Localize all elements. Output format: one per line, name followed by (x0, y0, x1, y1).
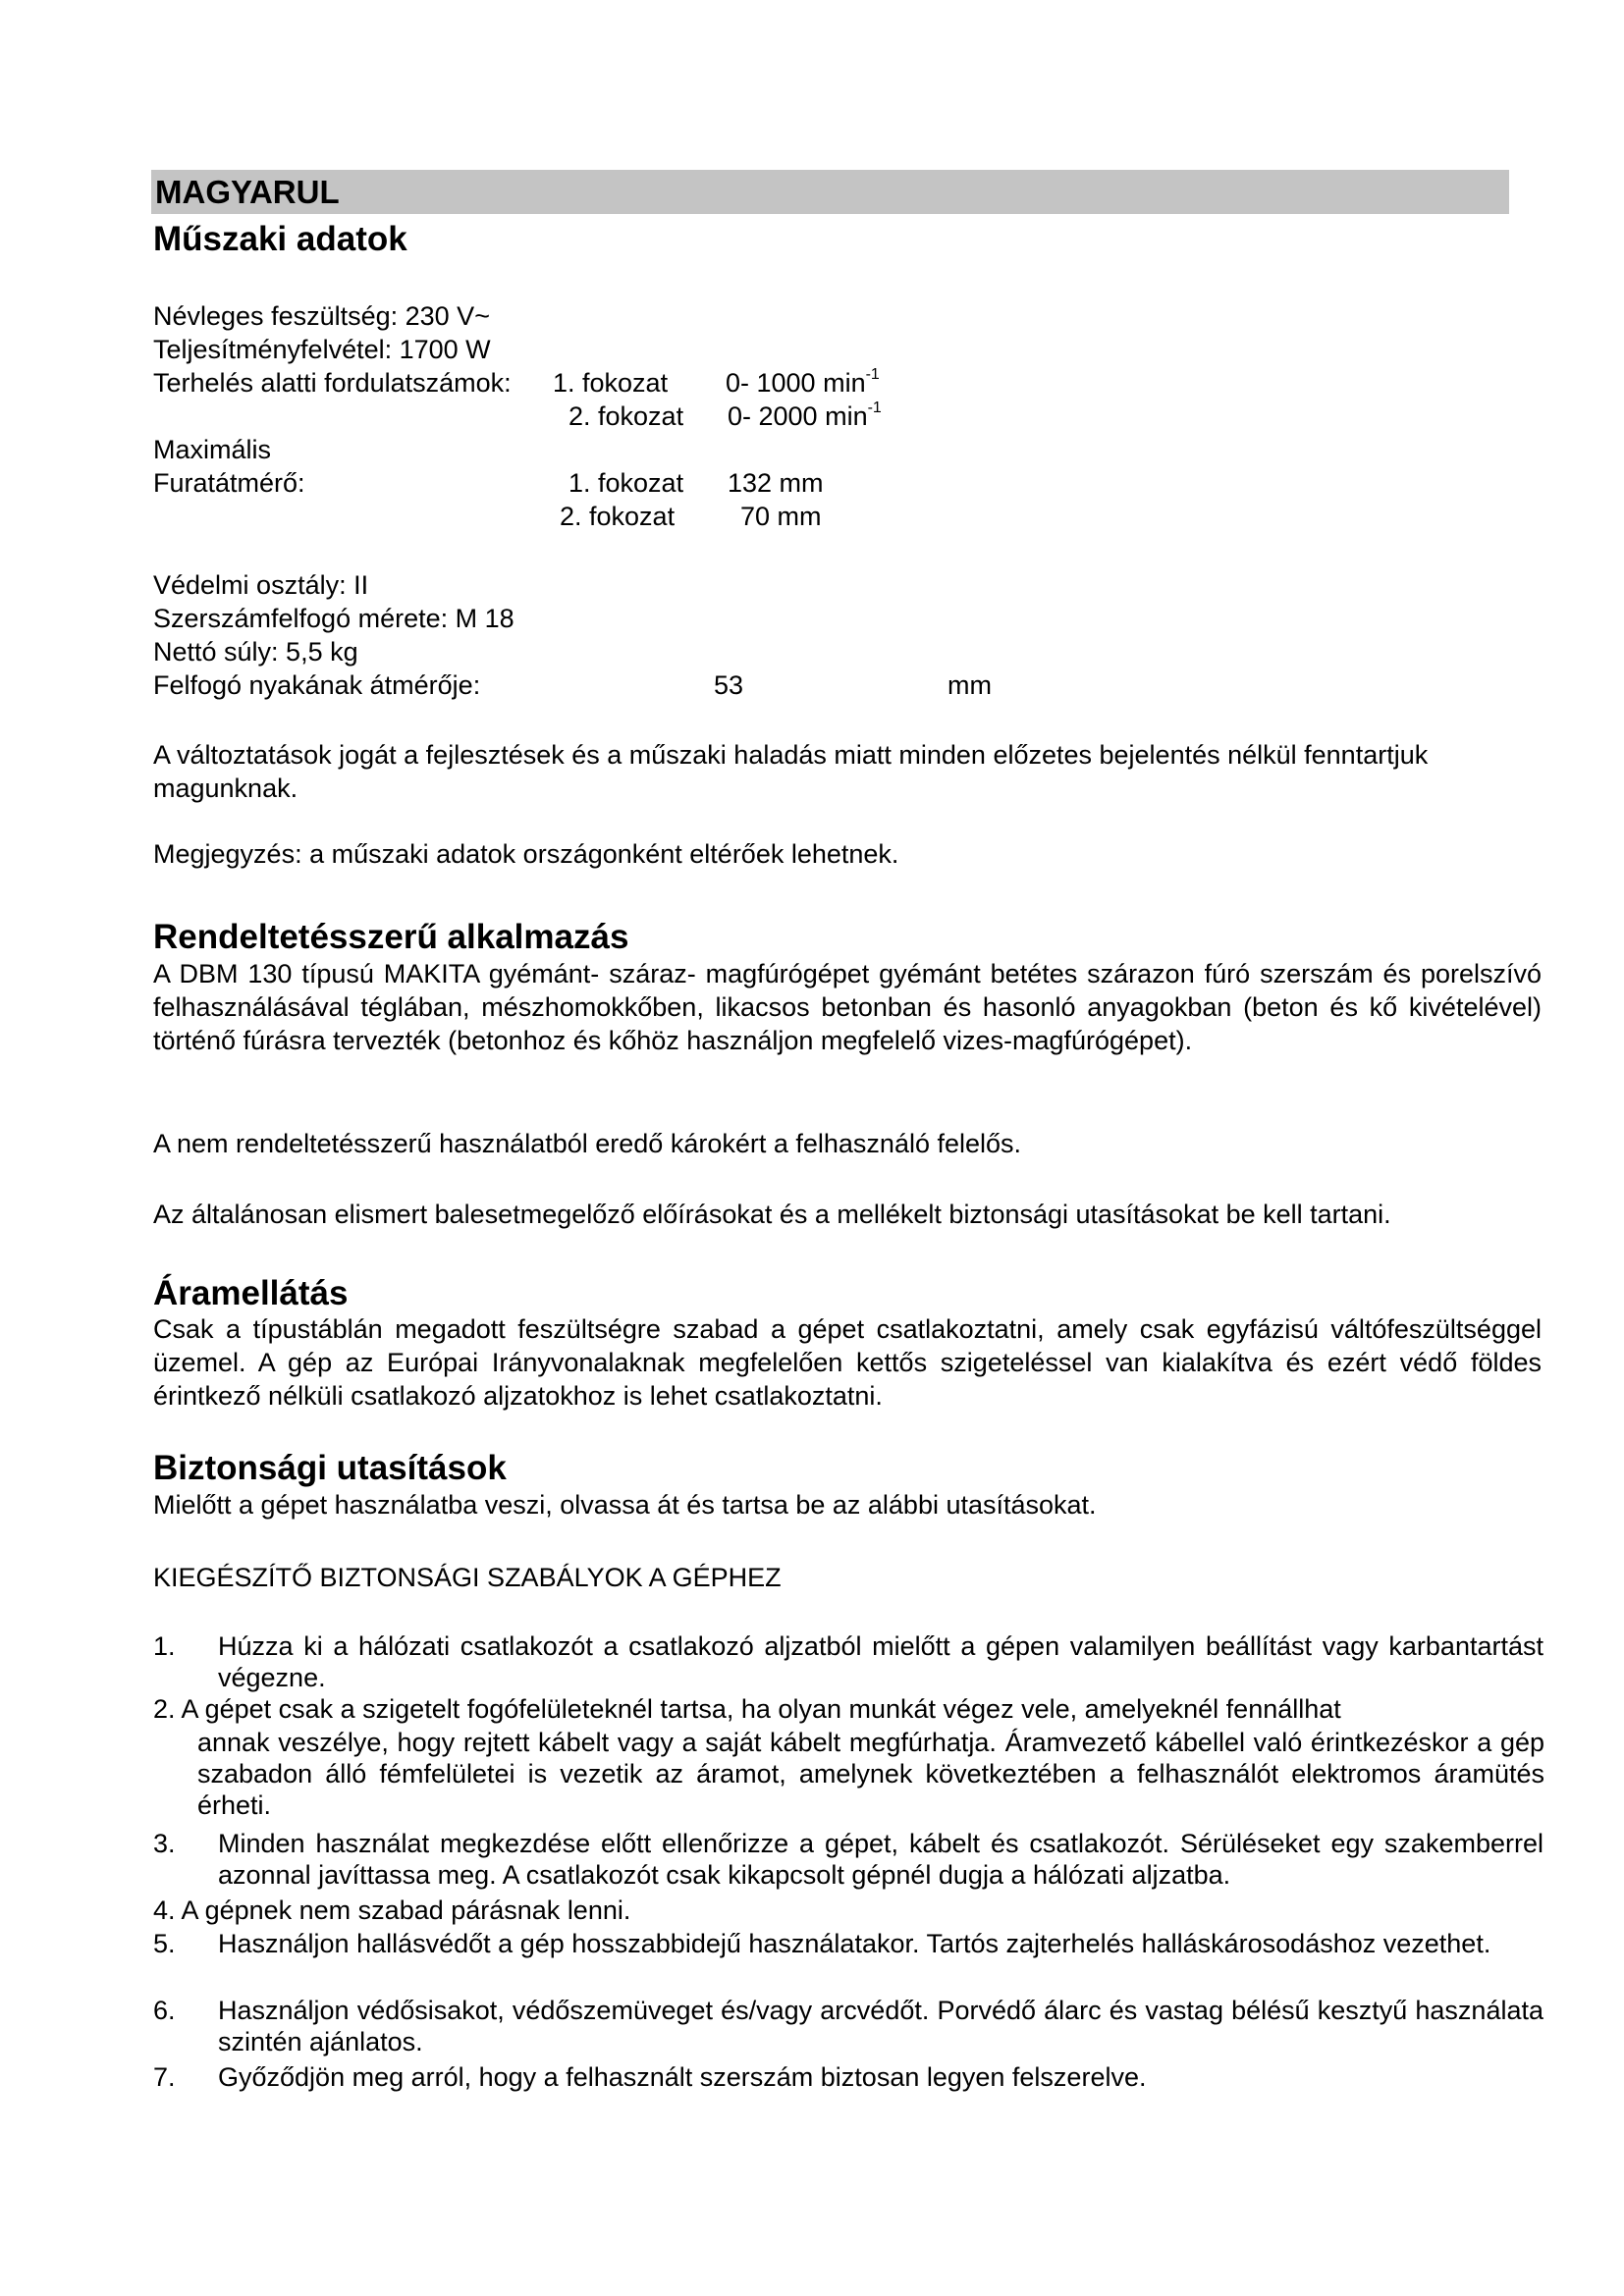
chuck-size: Szerszámfelfogó mérete: M 18 (153, 604, 514, 633)
voltage-line: Névleges feszültség: 230 V~ (153, 301, 490, 331)
bore1-gear: 1. fokozat (568, 468, 684, 498)
power-line: Teljesítményfelvétel: 1700 W (153, 335, 491, 364)
language-label: MAGYARUL (155, 174, 340, 210)
regulations-note: Az általánosan elismert balesetmegelőző előírásokat és a mellékelt biztonsági utasításokat be kell tartani. (153, 1200, 1391, 1229)
intended-use-paragraph: A DBM 130 típusú MAKITA gyémánt- száraz- magfúrógépet gyémánt betétes szárazon fúró szerszám és porelszívó felhasználásával téglában, mészhomokkőben, likacsos betonban és hasonló anyagokban (beton és kő kivételével) történő fúrásra tervezték (betonhoz és kőhöz használjon megfelelő vizes-magfúrógépet). (153, 959, 1542, 1055)
net-weight: Nettó súly: 5,5 kg (153, 637, 358, 667)
item-4 (153, 1895, 1543, 1926)
item-2-first-line: A gépet csak a szigetelt fogófelületeknél tartsa, ha olyan munkát végez vele, amelyeknél fennállhat (181, 1694, 1341, 1724)
item-4-number: 4. (153, 1896, 176, 1925)
bore1-value: 132 mm (728, 468, 824, 498)
language-banner (151, 170, 1509, 214)
speed1-exponent: -1 (865, 366, 880, 383)
bore2-gear: 2. fokozat (560, 502, 676, 531)
country-note: Megjegyzés: a műszaki adatok országonként eltérőek lehetnek. (153, 839, 899, 869)
item-3-number: 3. (153, 1829, 176, 1858)
item-2-text: annak veszélye, hogy rejtett kábelt vagy a saját kábelt megfúrhatja. Áramvezető kábellel való érintkezéskor a gép szabadon álló fémfelületei is vezetik az áramot, amelynek következtében a felhasználót elektromos áramütés érheti. (197, 1728, 1544, 1820)
item-4-text: A gépnek nem szabad párásnak lenni. (181, 1896, 631, 1925)
speed-label: Terhelés alatti fordulatszámok: (153, 368, 512, 398)
safety-intro: Mielőtt a gépet használatba veszi, olvassa át és tartsa be az alábbi utasításokat. (153, 1490, 1097, 1520)
speed1-value: 0- 1000 $\min^{-1}$ (726, 366, 880, 398)
liability-note: A nem rendeltetésszerű használatból eredő károkért a felhasználó felelős. (153, 1129, 1022, 1158)
item-7-number: 7. (153, 2062, 176, 2092)
speed2-value: 0- 2000 $\min^{-1}$ (728, 400, 882, 431)
power-supply-paragraph: Csak a típustáblán megadott feszültségre szabad a gépet csatlakoztatni, amely csak egyfázisú váltófeszültséggel üzemel. A gép az Európai Irányvonalaknak megfelelően kettős szigeteléssel van kialakítva és ezért védő földes érintkező nélküli csatlakozó aljzatokhoz is lehet csatlakoztatni. (153, 1314, 1542, 1411)
collar-value: 53 (714, 670, 744, 700)
bore-label-2: Furatátmérő: (153, 468, 305, 498)
item-7-text: Győződjön meg arról, hogy a felhasznált szerszám biztosan legyen felszerelve. (218, 2062, 1147, 2092)
intended-use-heading: Rendeltetésszerű alkalmazás (153, 918, 629, 956)
item-2 (153, 1693, 1543, 1725)
power-supply-heading: Áramellátás (153, 1274, 349, 1312)
reserve-note: A változtatások jogát a fejlesztések és a műszaki haladás miatt minden előzetes bejelentés nélkül fenntartjuk magunknak. (153, 740, 1429, 803)
item-1-text: Húzza ki a hálózati csatlakozót a csatlakozó aljzatból mielőtt a gépen valamilyen beállítást vagy karbantartást végezne. (218, 1631, 1543, 1692)
tech-heading: Műszaki adatok (153, 220, 407, 258)
item-2-number: 2. (153, 1694, 176, 1724)
item-6-number: 6. (153, 1996, 176, 2025)
safety-subheading: KIEGÉSZÍTŐ BIZTONSÁGI SZABÁLYOK A GÉPHEZ (153, 1563, 782, 1592)
item-3-text: Minden használat megkezdése előtt ellenőrizze a gépet, kábelt és csatlakozót. Sérüléseket egy szakemberrel azonnal javíttassa meg. A csatlakozót csak kikapcsolt gépnél dugja a hálózati aljzatba. (218, 1829, 1543, 1890)
item-6-text: Használjon védősisakot, védőszemüveget és/vagy arcvédőt. Porvédő álarc és vastag bélésű kesztyű használata szintén ajánlatos. (218, 1996, 1543, 2056)
speed1-gear: 1. fokozat (553, 368, 669, 398)
speed2-exponent: -1 (867, 400, 882, 416)
speed2-gear: 2. fokozat (568, 401, 684, 431)
collar-label: Felfogó nyakának átmérője: (153, 670, 481, 700)
bore2-value: 70 mm (740, 502, 822, 531)
safety-heading: Biztonsági utasítások (153, 1449, 507, 1487)
item-5-number: 5. (153, 1929, 176, 1958)
bore-label-1: Maximális (153, 435, 272, 464)
protection-class: Védelmi osztály: II (153, 570, 369, 600)
item-5-text: Használjon hallásvédőt a gép hosszabbidejű használatakor. Tartós zajterhelés halláskárosodáshoz vezethet. (218, 1929, 1491, 1958)
item-1-number: 1. (153, 1631, 176, 1661)
collar-unit: mm (947, 670, 992, 700)
